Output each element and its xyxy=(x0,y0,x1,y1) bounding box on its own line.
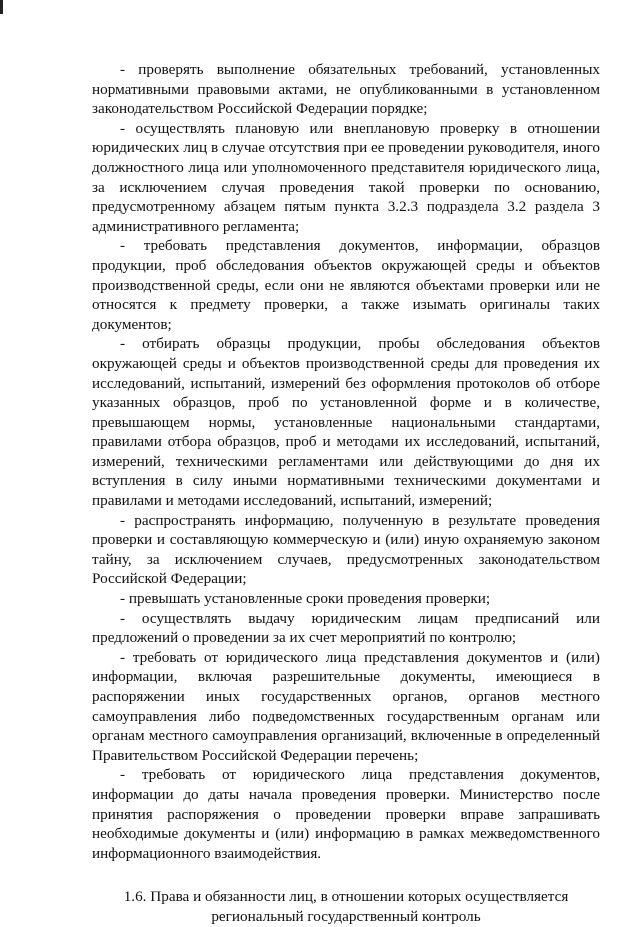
section-heading-line-2: региональный государственный контроль xyxy=(211,907,481,925)
paragraph-issue-orders: - осуществлять выдачу юридическим лицам предписаний или предложений о проведении за их счет мероприятий по контролю; xyxy=(92,609,600,647)
section-heading-line-1: 1.6. Права и обязанности лиц, в отношении которых осуществляется xyxy=(123,888,569,906)
paragraph-exceed-deadlines: - превышать установленные сроки проведения проверки; xyxy=(120,590,491,608)
section-heading xyxy=(92,887,600,926)
paragraph-require-before-start: - требовать от юридического лица представления документов, информации до даты начала проведения проверки. Министерство после принятия распоряжения о проведении проверки вправе запрашивать необходимые документы и (или) информацию в рамках межведомственного информационного взаимодействия. xyxy=(92,766,600,862)
scan-corner-mark xyxy=(0,0,3,14)
paragraph-require-documents-samples: - требовать представления документов, информации, образцов продукции, проб обследования объектов окружающей среды и объектов производственной среды, если они не являются объектами проверки или не относятся к предмету проверки, а также изымать оригиналы таких документов; xyxy=(92,237,600,333)
paragraph-require-documents-other-agencies: - требовать от юридического лица представления документов и (или) информации, включая разрешительные документы, имеющиеся в распоряжении иных государственных органов, органов местного самоуправления либо подведомственных государственным органам или органам местного самоуправления организаций, включенные в определенный Правительством Российской Федерации перечень; xyxy=(92,648,600,764)
paragraph-disclose-information: - распространять информацию, полученную в результате проведения проверки и составляющую коммерческую и (или) иную охраняемую законом тайну, за исключением случаев, предусмотренных законодательством Российской Федерации; xyxy=(92,511,600,588)
document-page xyxy=(92,60,600,927)
paragraph-check-unpublished-requirements: - проверять выполнение обязательных требований, установленных нормативными правовыми актами, не опубликованными в установленном законодательством Российской Федерации порядке; xyxy=(92,61,600,118)
paragraph-inspection-without-representative: - осуществлять плановую или внеплановую проверку в отношении юридических лиц в случае отсутствия при ее проведении руководителя, иного должностного лица или уполномоченного представителя юридического лица, за исключением случая проведения такой проверки по основанию, предусмотренному абзацем пятым пункта 3.2.3 подраздела 3.2 раздела 3 административного регламента; xyxy=(92,119,600,235)
paragraph-take-samples: - отбирать образцы продукции, пробы обследования объектов окружающей среды и объектов производственной среды для проведения их исследований, испытаний, измерений без оформления протоколов об отборе указанных образцов, проб по установленной форме и в количестве, превышающем нормы, установленные национальными стандартами, правилами отбора образцов, проб и методами их исследований, испытаний, измерений, техническими регламентами или действующими до дня их вступления в силу иными нормативными техническими документами и правилами и методами исследований, испытаний, измерений; xyxy=(92,335,600,510)
